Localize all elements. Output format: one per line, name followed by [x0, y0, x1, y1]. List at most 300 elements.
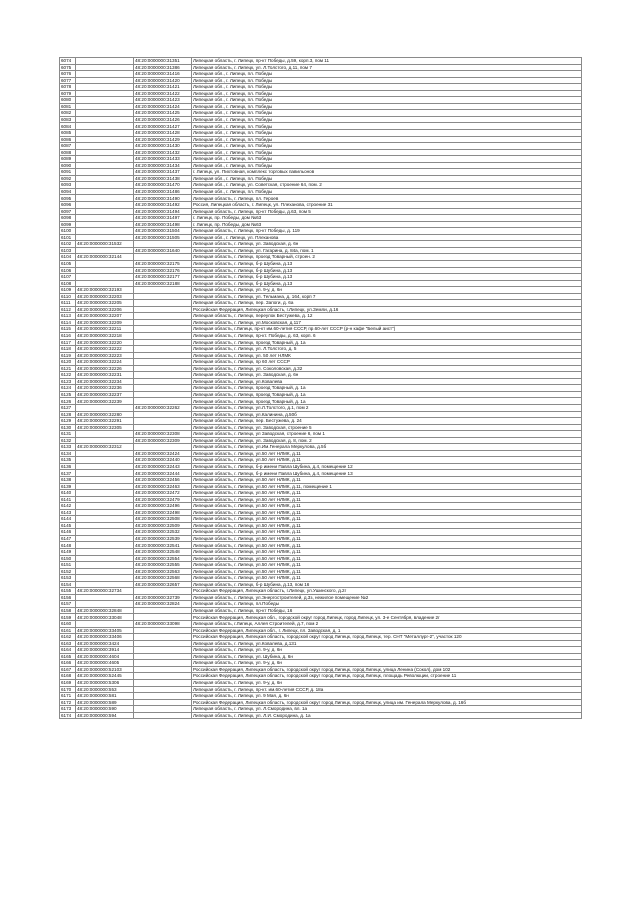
address-cell: Россия, Липецкая область, г. Липецк, ул. Плеханова, строение 31 [192, 202, 582, 209]
address-cell: Липецкая область, г. Липецк, проезд Товарный, строен. 2 [192, 254, 582, 261]
building-cadastral-number-cell: 48:20:0000000:31351 [134, 58, 192, 65]
row-number-cell: 6157 [60, 601, 76, 608]
address-cell: Липецкая область, г. Липецк, ул.50 лет НЛМК, д.11 [192, 568, 582, 575]
table-row [60, 712, 582, 719]
address-cell: Липецкая область, г. Липецк, ул.50 лет НЛМК, д.11 [192, 477, 582, 484]
address-cell: Липецкая область, г. Липецк, переулок Бестужева, д. 12 [192, 313, 582, 320]
building-cadastral-number-cell [134, 712, 192, 719]
row-number-cell: 6172 [60, 699, 76, 706]
address-cell: Липецкая область, г. Липецк, ул.Им.Генерала Меркулова, д.5б [192, 444, 582, 451]
row-number-cell: 6129 [60, 418, 76, 425]
address-cell: Липецкая область, г. Липецк, ул. Заводская, д. 8, пом. 2 [192, 437, 582, 444]
address-cell: Липецкая обл., г. Липецк, пл. Победы [192, 90, 582, 97]
row-number-cell: 6113 [60, 313, 76, 320]
land-cadastral-number-cell: 48:20:0000000:3424 [76, 640, 134, 647]
row-number-cell: 6152 [60, 568, 76, 575]
row-number-cell: 6114 [60, 319, 76, 326]
address-cell: Липецкая область, г. Липецк, ул.50 лет НЛМК, д.11 [192, 575, 582, 582]
building-cadastral-number-cell: 48:20:0000000:31438 [134, 175, 192, 182]
row-number-cell: 6171 [60, 693, 76, 700]
land-cadastral-number-cell: 48:20:0000000:581 [76, 693, 134, 700]
property-register-table [59, 57, 582, 719]
row-number-cell: 6117 [60, 339, 76, 346]
building-cadastral-number-cell: 48:20:0000000:31421 [134, 84, 192, 91]
address-cell: Липецкая область, г. Липецк, ул.Ковалева, д.131 [192, 640, 582, 647]
address-cell: Липецкая область, г. Липецк, ул. 9-у, д. 6н [192, 660, 582, 667]
building-cadastral-number-cell: 48:20:0000000:31437 [134, 169, 192, 176]
building-cadastral-number-cell: 48:20:0000000:31432 [134, 149, 192, 156]
address-cell: Липецкая область, г. Липецк, ул. Соколовская, д.32 [192, 365, 582, 372]
address-cell: Липецкая обл., г. Липецк, пл. Победы [192, 123, 582, 130]
row-number-cell: 6139 [60, 483, 76, 490]
building-cadastral-number-cell: 48:20:0000000:32479 [134, 496, 192, 503]
land-cadastral-number-cell: 48:20:0000000:590 [76, 706, 134, 713]
address-cell: Липецкая обл., г. Липецк, пл. Победы [192, 162, 582, 169]
address-cell: Липецкая область, г. Липецк, пл.Победы [192, 601, 582, 608]
address-cell: Липецкая область, г. Липецк, ул.50 лет НЛМК, д.11 [192, 503, 582, 510]
row-number-cell: 6118 [60, 346, 76, 353]
address-cell: Липецкая обл., г. Липецк, пл. Победы [192, 84, 582, 91]
address-cell: Липецкая область, г.Липецк, Аллея Строителей, д.7, пом 2 [192, 621, 582, 628]
land-cadastral-number-cell: 48:20:0000000:32237 [76, 391, 134, 398]
building-cadastral-number-cell: 48:20:0000000:31492 [134, 202, 192, 209]
row-number-cell: 6092 [60, 175, 76, 182]
address-cell: Липецкая область, г. Липецк, б-р Шубина, д.13 [192, 267, 582, 274]
address-cell: Липецкая область, г. Липецк, ул.50 лет НЛМК, д.11 [192, 457, 582, 464]
row-number-cell: 6158 [60, 607, 76, 614]
address-cell: Липецкая область, г. Липецк, проезд Товарный, д. 1а [192, 339, 582, 346]
building-cadastral-number-cell: 48:20:0000000:31497 [134, 215, 192, 222]
address-cell: Липецкая область, г. Липецк, ул.50 лет НЛМК, д.11, помещение 1 [192, 483, 582, 490]
land-cadastral-number-cell: 48:20:0000000:32144 [76, 254, 134, 261]
address-cell: г. Липецк, ул. Пихтовная, комплекс торговых павильонов [192, 169, 582, 176]
row-number-cell: 6142 [60, 503, 76, 510]
address-cell: Липецкая область, г. Липецк, ул. Гагарина, д. 84а, пом. 1 [192, 247, 582, 254]
land-cadastral-number-cell: 48:20:0000000:594 [76, 712, 134, 719]
address-cell: Липецкая обл., г. Липецк, пл. Победы [192, 136, 582, 143]
row-number-cell: 6104 [60, 254, 76, 261]
row-number-cell: 6156 [60, 594, 76, 601]
row-number-cell: 6159 [60, 614, 76, 621]
land-cadastral-number-cell: 48:20:0000000:32734 [76, 588, 134, 595]
row-number-cell: 6170 [60, 686, 76, 693]
address-cell: Липецкая область, г. Липецк, ул.50 лет НЛМК, д.11 [192, 450, 582, 457]
land-cadastral-number-cell: 48:20:0000000:32209 [76, 319, 134, 326]
building-cadastral-number-cell: 48:20:0000000:31429 [134, 136, 192, 143]
address-cell: Липецкая область, г. Липецк, пр-кт Победы, д.63, пом 5 [192, 208, 582, 215]
land-cadastral-number-cell: 48:20:0000000:32205 [76, 300, 134, 307]
address-cell: Российская Федерация, Липецкая область, городской округ город Липецк, город Липецк, улица им. Генерала Меркулова, д. 16б [192, 699, 582, 706]
row-number-cell: 6087 [60, 143, 76, 150]
building-cadastral-number-cell: 48:20:0000000:31430 [134, 143, 192, 150]
row-number-cell: 6154 [60, 581, 76, 588]
land-cadastral-number-cell: 48:20:0000000:589 [76, 699, 134, 706]
building-cadastral-number-cell: 48:20:0000000:32568 [134, 575, 192, 582]
row-number-cell: 6088 [60, 149, 76, 156]
row-number-cell: 6074 [60, 58, 76, 65]
address-cell: Липецкая область, г. Липецк, проезд Товарный, д. 1а [192, 398, 582, 405]
row-number-cell: 6091 [60, 169, 76, 176]
address-cell: Липецкая область, г. Липецк, ул.Московская, д.117 [192, 319, 582, 326]
row-number-cell: 6085 [60, 130, 76, 137]
address-cell: Российская Федерация, Липецкая обл., г. Липецк, пл. Заводская, д. 1 [192, 627, 582, 634]
address-cell: Липецкая область, г. Липецк, ул.Ковалева [192, 378, 582, 385]
row-number-cell: 6080 [60, 97, 76, 104]
row-number-cell: 6137 [60, 470, 76, 477]
row-number-cell: 6090 [60, 162, 76, 169]
row-number-cell: 6168 [60, 673, 76, 680]
row-number-cell: 6097 [60, 208, 76, 215]
building-cadastral-number-cell: 48:20:0000000:32177 [134, 274, 192, 281]
address-cell: Липецкая обл., г. Липецк, пл. Победы [192, 103, 582, 110]
row-number-cell: 6147 [60, 535, 76, 542]
row-number-cell: 6140 [60, 490, 76, 497]
address-cell: Липецкая область, г. Липецк, б-р Шубина, д.13 [192, 274, 582, 281]
address-cell: Липецкая область, г. Липецк, ул. 9-у, д. 6н [192, 679, 582, 686]
row-number-cell: 6107 [60, 274, 76, 281]
row-number-cell: 6112 [60, 306, 76, 313]
address-cell: Липецкая обл., г. Липецк, пл. Победы [192, 97, 582, 104]
row-number-cell: 6123 [60, 378, 76, 385]
building-cadastral-number-cell: 48:20:0000000:32657 [134, 581, 192, 588]
row-number-cell: 6145 [60, 522, 76, 529]
row-number-cell: 6174 [60, 712, 76, 719]
address-cell: Липецкая обл., г. Липецк, пл. Победы [192, 116, 582, 123]
address-cell: Липецкая обл., г. Липецк, пл. Победы [192, 188, 582, 195]
row-number-cell: 6101 [60, 234, 76, 241]
row-number-cell: 6079 [60, 90, 76, 97]
land-cadastral-number-cell: 48:20:0000000:32239 [76, 398, 134, 405]
row-number-cell: 6128 [60, 411, 76, 418]
address-cell: Липецкая область, г. Липецк, б-р Шубина, д.13 [192, 280, 582, 287]
address-cell: Липецкая область, г. Липецк, ул. 9-у, д. 6н [192, 287, 582, 294]
building-cadastral-number-cell: 48:20:0000000:31640 [134, 247, 192, 254]
address-cell: Липецкая область, г. Липецк, ул.50 лет НЛМК, д.11 [192, 496, 582, 503]
building-cadastral-number-cell: 48:20:0000000:32440 [134, 457, 192, 464]
building-cadastral-number-cell: 48:20:0000000:32424 [134, 450, 192, 457]
land-cadastral-number-cell: 48:20:0000000:32220 [76, 339, 134, 346]
building-cadastral-number-cell: 48:20:0000000:32175 [134, 260, 192, 267]
row-number-cell: 6165 [60, 653, 76, 660]
row-number-cell: 6094 [60, 188, 76, 195]
address-cell: Липецкая область, г. Липецк, пр-кт. Победы, д. 63, корп. 6 [192, 332, 582, 339]
address-cell: Российская Федерация, Липецкая обл., городской округ город Липецк, город Липецк, ул. 3-е Сентября, владение 2г [192, 614, 582, 621]
row-number-cell: 6164 [60, 647, 76, 654]
building-cadastral-number-cell: 48:20:0000000:32496 [134, 503, 192, 510]
address-cell: Липецкая область, г. Липецк, пр-кт Победы, 16 [192, 607, 582, 614]
address-cell: Российская Федерация, Липецкая область, городской округ город Липецк, город Липецк, тер. СНТ "Металлург-2", участок 120 [192, 634, 582, 641]
row-number-cell: 6141 [60, 496, 76, 503]
land-cadastral-number-cell: 48:20:0000000:32291 [76, 418, 134, 425]
row-number-cell: 6136 [60, 463, 76, 470]
row-number-cell: 6144 [60, 516, 76, 523]
address-cell: Липецкая область, г. Липецк, пр 60 лет СССР [192, 359, 582, 366]
land-cadastral-number-cell: 48:20:0000000:32312 [76, 444, 134, 451]
address-cell: Липецкая область, г. Липецк, ул.50 лет НЛМК, д.11 [192, 516, 582, 523]
address-cell: Липецкая область, г. Липецк, б-р Шубина, д.13, пом 16 [192, 581, 582, 588]
row-number-cell: 6100 [60, 228, 76, 235]
building-cadastral-number-cell: 48:20:0000000:32554 [134, 555, 192, 562]
building-cadastral-number-cell: 48:20:0000000:32739 [134, 594, 192, 601]
land-cadastral-number-cell: 48:20:0000000:4604 [76, 653, 134, 660]
land-cadastral-number-cell: 48:20:0000000:32305 [76, 424, 134, 431]
address-cell: Липецкая область, г. Липецк, ул. 9 Мая, д. 6н [192, 693, 582, 700]
building-cadastral-number-cell: 48:20:0000000:31416 [134, 71, 192, 78]
address-cell: Липецкая область, г. Липецк, пр-кт. им.60-летия СССР, д. 18а [192, 686, 582, 693]
row-number-cell: 6153 [60, 575, 76, 582]
row-number-cell: 6162 [60, 634, 76, 641]
row-number-cell: 6103 [60, 247, 76, 254]
row-number-cell: 6089 [60, 156, 76, 163]
building-cadastral-number-cell: 48:20:0000000:31498 [134, 221, 192, 228]
row-number-cell: 6116 [60, 332, 76, 339]
row-number-cell: 6084 [60, 123, 76, 130]
address-cell: Липецкая область, г. Липецк, ул.50 лет НЛМК, д.11 [192, 509, 582, 516]
address-cell: Липецкая область, г. Липецк, ул. Шубина, д. 6н [192, 653, 582, 660]
building-cadastral-number-cell: 48:20:0000000:32444 [134, 470, 192, 477]
land-cadastral-number-cell: 48:20:0000000:33048 [76, 614, 134, 621]
building-cadastral-number-cell: 48:20:0000000:33098 [134, 621, 192, 628]
land-cadastral-number-cell: 48:20:0000000:32234 [76, 378, 134, 385]
building-cadastral-number-cell: 48:20:0000000:32498 [134, 509, 192, 516]
land-cadastral-number-cell: 48:20:0000000:52103 [76, 666, 134, 673]
building-cadastral-number-cell: 48:20:0000000:32456 [134, 477, 192, 484]
address-cell: Липецкая область, г. Липецк, ул. Л.Толстого, д.11, пом 7 [192, 64, 582, 71]
address-cell: Липецкая область, г. Липецк, ул.50 лет НЛМК, д.11 [192, 522, 582, 529]
building-cadastral-number-cell: 48:20:0000000:32824 [134, 601, 192, 608]
building-cadastral-number-cell: 48:20:0000000:31505 [134, 234, 192, 241]
building-cadastral-number-cell: 48:20:0000000:31434 [134, 162, 192, 169]
address-cell: Липецкая область, г. Липецк, ул.50 лет НЛМК, д.11 [192, 562, 582, 569]
row-number-cell: 6109 [60, 287, 76, 294]
address-cell: Липецкая область, г. Липецк, ул. 9-у, д. 6н [192, 647, 582, 654]
address-cell: г. Липецк, пр. Победы, дом №63 [192, 215, 582, 222]
land-cadastral-number-cell: 48:20:0000000:32207 [76, 313, 134, 320]
building-cadastral-number-cell: 48:20:0000000:32472 [134, 490, 192, 497]
land-cadastral-number-cell: 48:20:0000000:3914 [76, 647, 134, 654]
land-cadastral-number-cell: 48:20:0000000:32206 [76, 306, 134, 313]
row-number-cell: 6131 [60, 431, 76, 438]
building-cadastral-number-cell: 48:20:0000000:31426 [134, 116, 192, 123]
address-cell: Липецкая обл., г. Липецк, пл. Победы [192, 110, 582, 117]
building-cadastral-number-cell: 48:20:0000000:32262 [134, 404, 192, 411]
building-cadastral-number-cell: 48:20:0000000:31504 [134, 228, 192, 235]
address-cell: Липецкая область, г. Липецк, проезд Товарный, д. 1а [192, 391, 582, 398]
land-cadastral-number-cell: 48:20:0000000:32280 [76, 411, 134, 418]
building-cadastral-number-cell: 48:20:0000000:32539 [134, 535, 192, 542]
land-cadastral-number-cell: 48:20:0000000:5306 [76, 679, 134, 686]
address-cell: Липецкая обл., г. Липецк, ул. Плеханова [192, 234, 582, 241]
land-cadastral-number-cell: 48:20:0000000:553 [76, 686, 134, 693]
row-number-cell: 6150 [60, 555, 76, 562]
address-cell: Липецкая область, г. Липецк, ул.50 лет НЛМК, д.11 [192, 490, 582, 497]
row-number-cell: 6075 [60, 64, 76, 71]
address-cell: Липецкая область, г. Липецк, б-р Шубина, д.13 [192, 260, 582, 267]
row-number-cell: 6173 [60, 706, 76, 713]
building-cadastral-number-cell: 48:20:0000000:31427 [134, 123, 192, 130]
row-number-cell: 6169 [60, 679, 76, 686]
address-cell: Липецкая обл., г. Липецк, пл. Победы [192, 143, 582, 150]
row-number-cell: 6163 [60, 640, 76, 647]
land-cadastral-number-cell: 48:20:0000000:32226 [76, 365, 134, 372]
address-cell: Липецкая область, г. Липецк, ул.Л.Толстого, д.1, пом 2 [192, 404, 582, 411]
land-cadastral-number-cell: 48:20:0000000:32203 [76, 293, 134, 300]
address-cell: Российская Федерация, Липецкая область, г.Липецк, ул.Ушинского, д.2г [192, 588, 582, 595]
address-cell: Липецкая область, г. Липецк, б-р имени Павла Шубина, д.4, помещение 12 [192, 463, 582, 470]
building-cadastral-number-cell: 48:20:0000000:31470 [134, 182, 192, 189]
row-number-cell: 6133 [60, 444, 76, 451]
address-cell: Российская Федерация, Липецкая область, г.Липецк, ул.Земли, д.16 [192, 306, 582, 313]
row-number-cell: 6148 [60, 542, 76, 549]
row-number-cell: 6125 [60, 391, 76, 398]
building-cadastral-number-cell: 48:20:0000000:32509 [134, 522, 192, 529]
address-cell: Липецкая область, г. Липецк, ул.50 лет НЛМК, д.11 [192, 542, 582, 549]
building-cadastral-number-cell: 48:20:0000000:32563 [134, 568, 192, 575]
address-cell: Липецкая область, г. Липецк, пр-кт Победы, д.59, корп.3, пом 11 [192, 58, 582, 65]
land-cadastral-number-cell: 48:20:0000000:33406 [76, 634, 134, 641]
row-number-cell: 6095 [60, 195, 76, 202]
address-cell: Липецкая область, г. Липецк, ул Заводская, строение 6, пом 1 [192, 431, 582, 438]
row-number-cell: 6143 [60, 509, 76, 516]
row-number-cell: 6120 [60, 359, 76, 366]
building-cadastral-number-cell: 48:20:0000000:31420 [134, 77, 192, 84]
address-cell: Липецкая обл., г. Липецк, пл. Победы [192, 77, 582, 84]
land-cadastral-number-cell: 48:20:0000000:32218 [76, 332, 134, 339]
row-number-cell: 6082 [60, 110, 76, 117]
building-cadastral-number-cell: 48:20:0000000:32541 [134, 542, 192, 549]
row-number-cell: 6132 [60, 437, 76, 444]
building-cadastral-number-cell: 48:20:0000000:32309 [134, 437, 192, 444]
row-number-cell: 6166 [60, 660, 76, 667]
address-cell: Липецкая область, г. Липецк, ул.50 лет НЛМК, д.11 [192, 535, 582, 542]
row-number-cell: 6161 [60, 627, 76, 634]
land-cadastral-number-cell: 48:20:0000000:32236 [76, 385, 134, 392]
row-number-cell: 6081 [60, 103, 76, 110]
building-cadastral-number-cell: 48:20:0000000:31424 [134, 103, 192, 110]
building-cadastral-number-cell: 48:20:0000000:31428 [134, 130, 192, 137]
address-cell: Липецкая обл., г. Липецк, пл. Победы [192, 149, 582, 156]
building-cadastral-number-cell: 48:20:0000000:31386 [134, 64, 192, 71]
address-cell: Липецкая область, г. Липецк, б-р имени Павла Шубина, д.4, помещение 13 [192, 470, 582, 477]
land-cadastral-number-cell: 48:20:0000000:32211 [76, 326, 134, 333]
building-cadastral-number-cell: 48:20:0000000:31423 [134, 97, 192, 104]
address-cell: Липецкая область, г. Липецк, ул. Заводская, д. 6н [192, 241, 582, 248]
row-number-cell: 6151 [60, 562, 76, 569]
address-cell: Липецкая область, г. Липецк, ул. Л.И. Смородина, д. 1а [192, 712, 582, 719]
row-number-cell: 6135 [60, 457, 76, 464]
building-cadastral-number-cell: 48:20:0000000:31425 [134, 110, 192, 117]
address-cell: Липецкая область, г. Липецк, ул. Заводская, строение 5 [192, 424, 582, 431]
land-cadastral-number-cell: 48:20:0000000:32223 [76, 352, 134, 359]
row-number-cell: 6155 [60, 588, 76, 595]
address-cell: Липецкая обл., г. Липецк, пл. Победы [192, 71, 582, 78]
address-cell: Липецкая область, г. Липецк, пер. Запоги, д. 6а [192, 300, 582, 307]
row-number-cell: 6110 [60, 293, 76, 300]
row-number-cell: 6093 [60, 182, 76, 189]
address-cell: Липецкая область, г. Липецк, ул. Заводская, д. 6н [192, 372, 582, 379]
address-cell: Липецкая область, г. Липецк, пер. Бестужева, д. 24 [192, 418, 582, 425]
row-number-cell: 6130 [60, 424, 76, 431]
row-number-cell: 6086 [60, 136, 76, 143]
building-cadastral-number-cell: 48:20:0000000:32508 [134, 516, 192, 523]
building-cadastral-number-cell: 48:20:0000000:31494 [134, 208, 192, 215]
row-number-cell: 6167 [60, 666, 76, 673]
land-cadastral-number-cell: 48:20:0000000:32848 [76, 607, 134, 614]
row-number-cell: 6146 [60, 529, 76, 536]
row-number-cell: 6160 [60, 621, 76, 628]
row-number-cell: 6098 [60, 215, 76, 222]
row-number-cell: 6111 [60, 300, 76, 307]
row-number-cell: 6127 [60, 404, 76, 411]
row-number-cell: 6121 [60, 365, 76, 372]
row-number-cell: 6106 [60, 267, 76, 274]
register-body [60, 58, 582, 719]
address-cell: Липецкая обл., г. Липецк, пл. Победы [192, 156, 582, 163]
row-number-cell: 6126 [60, 398, 76, 405]
row-number-cell: 6102 [60, 241, 76, 248]
building-cadastral-number-cell: 48:20:0000000:32176 [134, 267, 192, 274]
address-cell: Российская Федерация, Липецкая область, городской округ город Липецк, город Липецк, площадь Революции, строение 11 [192, 673, 582, 680]
row-number-cell: 6096 [60, 202, 76, 209]
row-number-cell: 6105 [60, 260, 76, 267]
building-cadastral-number-cell: 48:20:0000000:32463 [134, 483, 192, 490]
building-cadastral-number-cell: 48:20:0000000:31490 [134, 195, 192, 202]
land-cadastral-number-cell: 48:20:0000000:32193 [76, 287, 134, 294]
land-cadastral-number-cell: 48:20:0000000:33405 [76, 627, 134, 634]
address-cell: Российская Федерация, Липецкая область, городской округ город Липецк, город Липецк, улица Ленина (Сокол), дом 102 [192, 666, 582, 673]
row-number-cell: 6115 [60, 326, 76, 333]
building-cadastral-number-cell: 48:20:0000000:32188 [134, 280, 192, 287]
row-number-cell: 6078 [60, 84, 76, 91]
building-cadastral-number-cell: 48:20:0000000:32532 [134, 529, 192, 536]
row-number-cell: 6099 [60, 221, 76, 228]
row-number-cell: 6149 [60, 549, 76, 556]
land-cadastral-number-cell: 48:20:0000000:52445 [76, 673, 134, 680]
building-cadastral-number-cell: 48:20:0000000:31433 [134, 156, 192, 163]
address-cell: Липецкая область, г. Липецк, ул. Л.Толстого, д. 5 [192, 346, 582, 353]
address-cell: Липецкая обл., г. Липецк, ул. Советская, строение 64, пом. 2 [192, 182, 582, 189]
address-cell: Липецкая область, г. Липецк, ул.50 лет НЛМК, д.11 [192, 555, 582, 562]
row-number-cell: 6138 [60, 477, 76, 484]
building-cadastral-number-cell: 48:20:0000000:32548 [134, 549, 192, 556]
address-cell: Липецкая область, г. Липецк, пл. Героев [192, 195, 582, 202]
address-cell: Липецкая область, г. Липецк, ул.Калинина, д.50б [192, 411, 582, 418]
row-number-cell: 6134 [60, 450, 76, 457]
building-cadastral-number-cell: 48:20:0000000:32443 [134, 463, 192, 470]
address-cell: Липецкая область, г. Липецк, ул.Энергостроителей, д.3з, нежилое помещение №2 [192, 594, 582, 601]
address-cell: Липецкая область, г. Липецк, проезд Товарный, д. 1а [192, 385, 582, 392]
land-cadastral-number-cell: 48:20:0000000:4605 [76, 660, 134, 667]
row-number-cell: 6108 [60, 280, 76, 287]
row-number-cell: 6076 [60, 71, 76, 78]
building-cadastral-number-cell: 48:20:0000000:31422 [134, 90, 192, 97]
land-cadastral-number-cell: 48:20:0000000:32222 [76, 346, 134, 353]
address-cell: Липецкая область, г. Липецк, ул. Тельмана, д. 164, корп 7 [192, 293, 582, 300]
address-cell: Липецкая область, г. Липецк, ул. 50 лет НЛМК [192, 352, 582, 359]
address-cell: Липецкая область, г. Липецк, ул.50 лет НЛМК, д.11 [192, 529, 582, 536]
building-cadastral-number-cell: 48:20:0000000:32308 [134, 431, 192, 438]
row-number-cell: 6124 [60, 385, 76, 392]
address-cell: Липецкая область, г. Липецк, ул.50 лет НЛМК, д.11 [192, 549, 582, 556]
building-cadastral-number-cell: 48:20:0000000:32555 [134, 562, 192, 569]
row-number-cell: 6077 [60, 77, 76, 84]
building-cadastral-number-cell: 48:20:0000000:31486 [134, 188, 192, 195]
land-cadastral-number-cell: 48:20:0000000:32231 [76, 372, 134, 379]
land-cadastral-number-cell: 48:20:0000000:32224 [76, 359, 134, 366]
address-cell: Липецкая область, г.Липецк, пр-кт им.60-летия СССР, пр.60-лет СССР (р-н кафе "Белый аист") [192, 326, 582, 333]
row-number-cell: 6119 [60, 352, 76, 359]
address-cell: Липецкая область, г. Липецк, ул. Л.Смородина, вл. 1а [192, 706, 582, 713]
